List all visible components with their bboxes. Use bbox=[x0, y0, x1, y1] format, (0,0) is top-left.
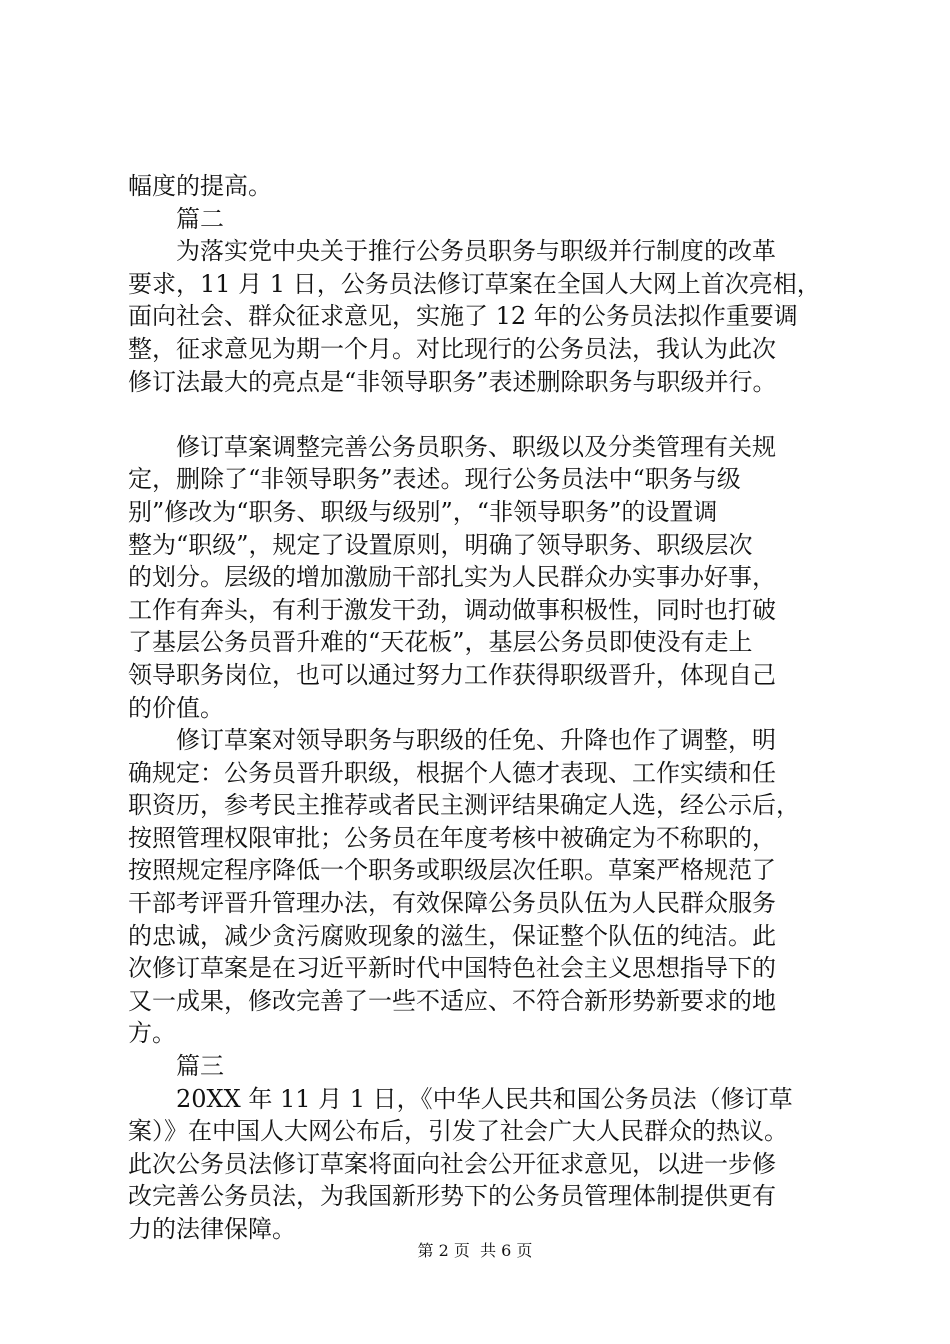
text-line: 方。 bbox=[128, 1019, 176, 1048]
text-line: 修订草案对领导职务与职级的任免、升降也作了调整，明 bbox=[128, 726, 776, 755]
text-line: 确规定：公务员晋升职级，根据个人德才表现、工作实绩和任 bbox=[128, 758, 776, 787]
text-line: 修订法最大的亮点是“非领导职务”表述删除职务与职级并行。 bbox=[128, 367, 777, 396]
text-line: 按照规定程序降低一个职务或职级层次任职。草案严格规范了 bbox=[128, 856, 776, 885]
text-line: 此次公务员法修订草案将面向社会公开征求意见，以进一步修 bbox=[128, 1149, 776, 1178]
text-line: 整，征求意见为期一个月。对比现行的公务员法，我认为此次 bbox=[128, 334, 776, 363]
page-footer: 第 2 页 共 6 页 bbox=[417, 1241, 533, 1260]
text-line: 修订草案调整完善公务员职务、职级以及分类管理有关规 bbox=[128, 432, 776, 461]
paragraph-gap bbox=[128, 398, 832, 431]
text-line: 的划分。层级的增加激励干部扎实为人民群众办实事办好事， bbox=[128, 563, 776, 592]
text-line: 面向社会、群众征求意见，实施了 12 年的公务员法拟作重要调 bbox=[128, 302, 798, 331]
text-line: 工作有奔头，有利于激发干劲，调动做事积极性，同时也打破 bbox=[128, 595, 776, 624]
text-line: 干部考评晋升管理办法，有效保障公务员队伍为人民群众服务 bbox=[128, 889, 776, 918]
text-line: 按照管理权限审批；公务员在年度考核中被确定为不称职的， bbox=[128, 823, 776, 852]
text-line: 的忠诚，减少贪污腐败现象的滋生，保证整个队伍的纯洁。此 bbox=[128, 921, 776, 950]
text-line: 职资历，参考民主推荐或者民主测评结果确定人选，经公示后， bbox=[128, 791, 800, 820]
text-line: 案）》在中国人大网公布后，引发了社会广大人民群众的热议。 bbox=[128, 1117, 788, 1146]
text-line: 整为“职级”，规定了设置原则，明确了领导职务、职级层次 bbox=[128, 530, 753, 559]
text-line: 幅度的提高。 bbox=[128, 172, 272, 200]
text-line: 的价值。 bbox=[128, 693, 224, 722]
text-line: 为落实党中央关于推行公务员职务与职级并行制度的改革 bbox=[128, 237, 776, 266]
document-body bbox=[128, 170, 832, 1246]
text-line: 20XX 年 11 月 1 日，《中华人民共和国公务员法（修订草 bbox=[128, 1084, 793, 1113]
text-line: 又一成果，修改完善了一些不适应、不符合新形势新要求的地 bbox=[128, 986, 776, 1015]
text-line: 改完善公务员法，为我国新形势下的公务员管理体制提供更有 bbox=[128, 1182, 776, 1211]
text-line: 要求，11 月 1 日，公务员法修订草案在全国人大网上首次亮相， bbox=[128, 269, 821, 298]
text-line: 领导职务岗位，也可以通过努力工作获得职级晋升，体现自己 bbox=[128, 660, 776, 689]
text-line: 别”修改为“职务、职级与级别”，“非领导职务”的设置调 bbox=[128, 497, 718, 526]
text-line: 了基层公务员晋升难的“天花板”，基层公务员即使没有走上 bbox=[128, 628, 753, 657]
text-line: 定，删除了“非领导职务”表述。现行公务员法中“职务与级 bbox=[128, 465, 741, 494]
text-line: 力的法律保障。 bbox=[128, 1215, 296, 1243]
text-line: 篇二 bbox=[128, 204, 224, 233]
text-line: 次修订草案是在习近平新时代中国特色社会主义思想指导下的 bbox=[128, 954, 776, 983]
text-line: 篇三 bbox=[128, 1052, 224, 1081]
